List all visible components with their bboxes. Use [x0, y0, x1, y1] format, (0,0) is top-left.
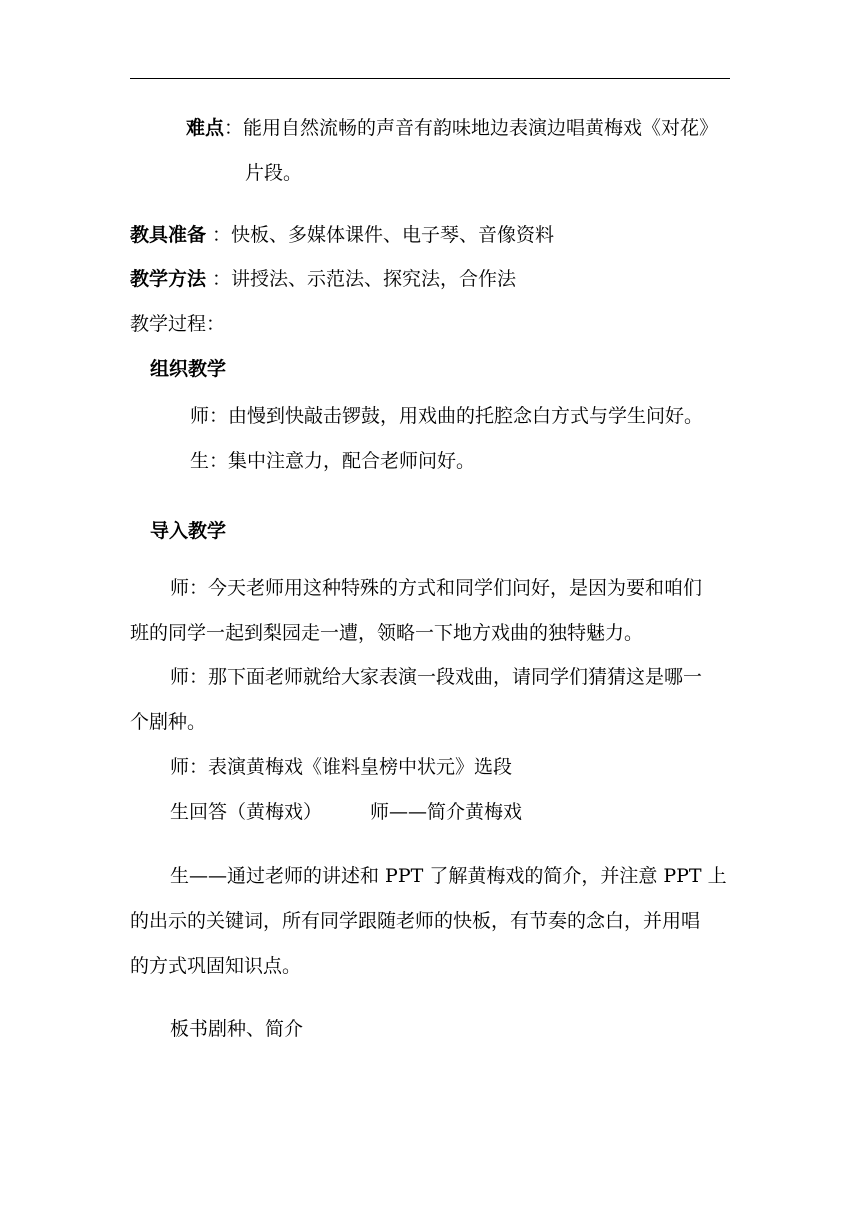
- intro-p4-line: [170, 799, 522, 825]
- intro-p1-line-2: 班的同学一起到梨园走一遭，领略一下地方戏曲的独特魅力。: [130, 622, 644, 644]
- student-answer: 生回答（黄梅戏）: [170, 801, 323, 823]
- process-label: 教学过程：: [130, 313, 226, 335]
- difficulty-line-2: 片段。: [245, 162, 303, 184]
- intro-p1-line-1: 师：今天老师用这种特殊的方式和同学们问好，是因为要和咱们: [170, 577, 703, 599]
- intro-heading: 导入教学: [150, 520, 227, 542]
- intro-p2-line-1: 师：那下面老师就给大家表演一段戏曲，请同学们猜猜这是哪一: [170, 666, 703, 688]
- intro-p5-line-1: 生——通过老师的讲述和 PPT 了解黄梅戏的简介，并注意 PPT 上: [170, 865, 727, 887]
- intro-p3-line: 师：表演黄梅戏《谁料皇榜中状元》选段: [170, 756, 513, 778]
- header-rule: [130, 78, 730, 79]
- intro-p2-line-2: 个剧种。: [130, 711, 207, 733]
- methods-label: 教学方法: [130, 268, 207, 290]
- equipment-text: ：快板、多媒体课件、电子琴、音像资料: [206, 224, 555, 246]
- methods-text: ：讲授法、示范法、探究法，合作法: [206, 268, 517, 290]
- teacher-intro: 师——简介黄梅戏: [370, 801, 523, 823]
- organize-teacher-line: 师：由慢到快敲击锣鼓，用戏曲的托腔念白方式与学生问好。: [190, 405, 704, 427]
- methods-line: [130, 266, 516, 292]
- difficulty-label: 难点: [186, 117, 225, 139]
- organize-student-line: 生：集中注意力，配合老师问好。: [190, 450, 476, 472]
- difficulty-text: ：能用自然流畅的声音有韵味地边表演边唱黄梅戏《对花》: [224, 117, 719, 139]
- blackboard-note: 板书剧种、简介: [170, 1018, 304, 1040]
- intro-p5-line-2: 的出示的关键词，所有同学跟随老师的快板，有节奏的念白，并用唱: [130, 910, 701, 932]
- intro-p5-line-3: 的方式巩固知识点。: [130, 955, 302, 977]
- equipment-line: [130, 222, 554, 248]
- equipment-label: 教具准备: [130, 224, 207, 246]
- difficulty-line-1: [186, 115, 718, 141]
- organize-heading: 组织教学: [150, 358, 227, 380]
